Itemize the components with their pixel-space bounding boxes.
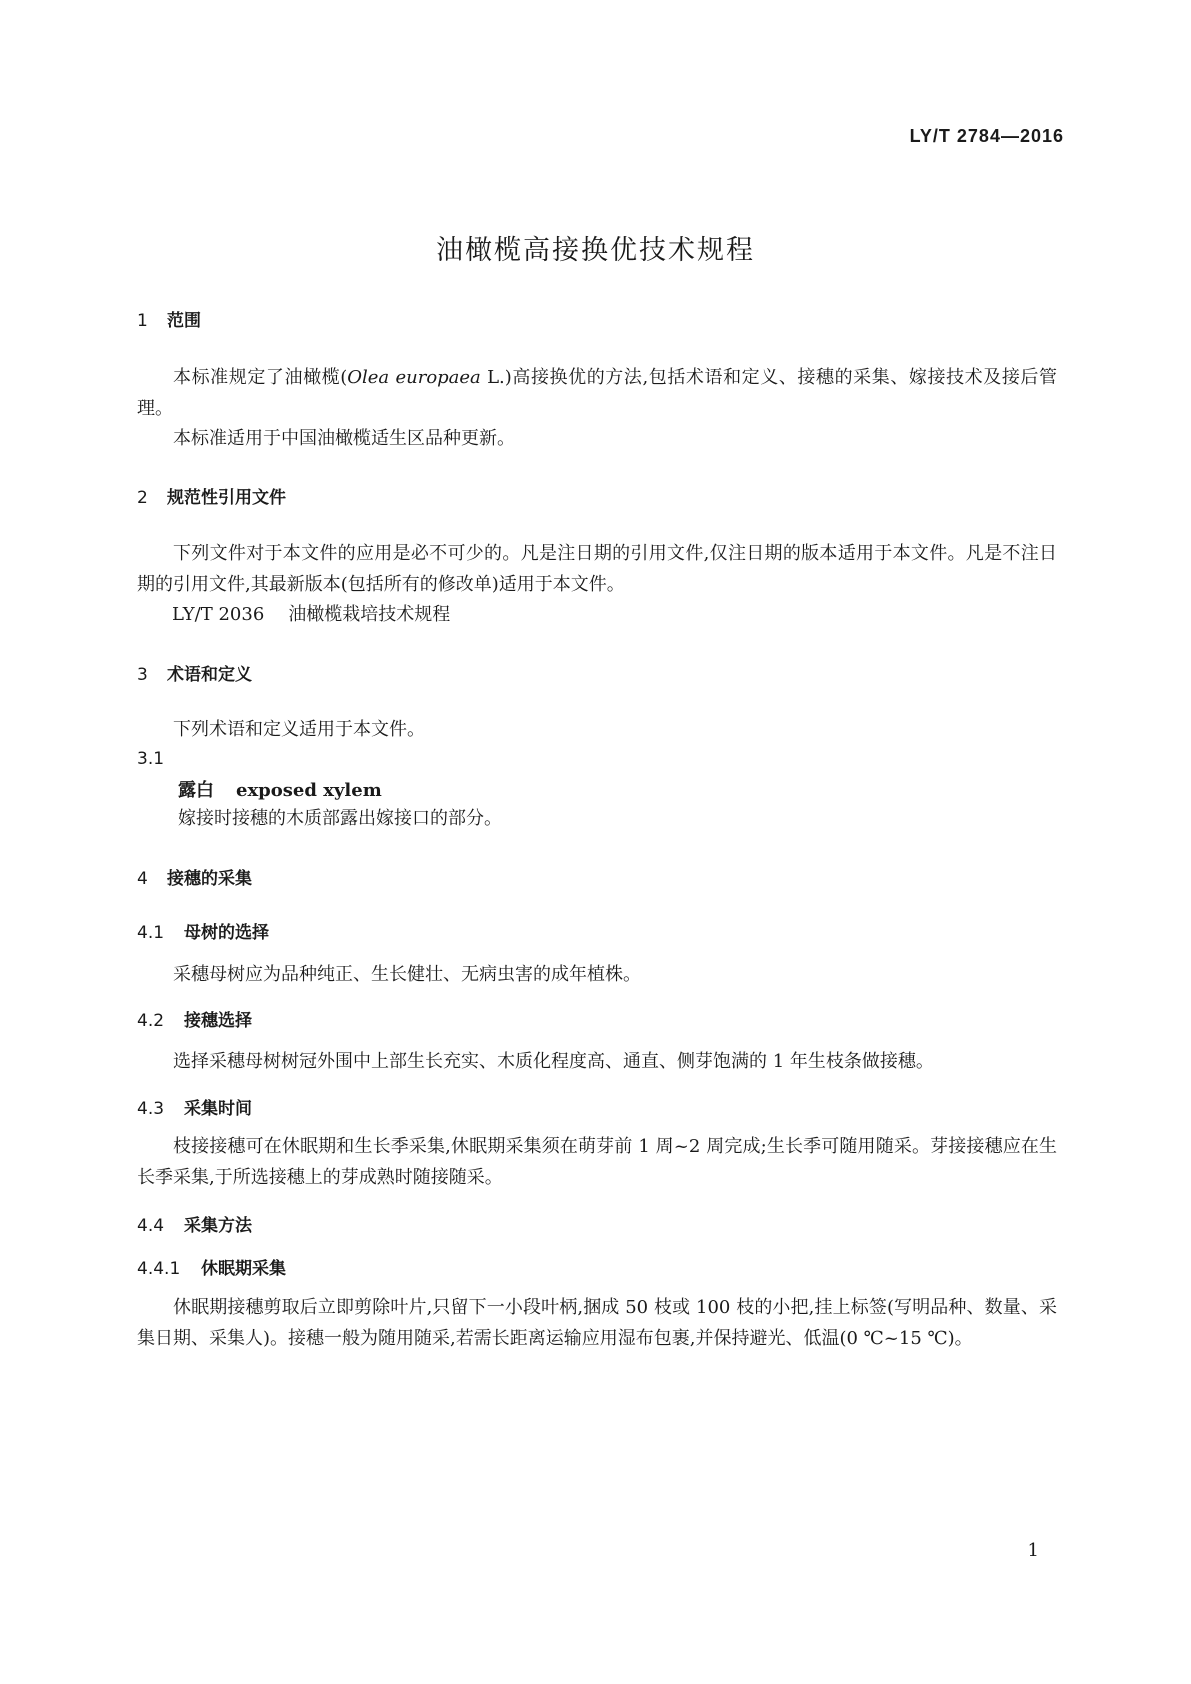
section-3-paragraph-1: 下列术语和定义适用于本文件。 bbox=[173, 719, 425, 740]
section-title: 接穗的采集 bbox=[167, 869, 252, 889]
subsection-title: 休眠期采集 bbox=[201, 1259, 286, 1279]
subsection-title: 采集方法 bbox=[184, 1216, 252, 1236]
subsection-number: 4.2 bbox=[137, 1011, 165, 1031]
text-run: L.)高接换优的方法,包括术语和定义、接穗的采集、嫁接技术及接后管理。 bbox=[137, 367, 1057, 419]
reference-code: LY/T 2036 bbox=[172, 604, 265, 625]
section-4-heading bbox=[137, 864, 252, 889]
section-1-paragraph-2: 本标准适用于中国油橄榄适生区品种更新。 bbox=[173, 428, 515, 449]
subsection-4-4-1-heading bbox=[137, 1254, 286, 1279]
subsection-title: 接穗选择 bbox=[184, 1011, 252, 1031]
section-number: 2 bbox=[137, 488, 148, 508]
subsection-number: 4.1 bbox=[137, 923, 165, 943]
subsection-4-2-paragraph: 选择采穗母树树冠外围中上部生长充实、木质化程度高、通直、侧芽饱满的 1 年生枝条做接穗。 bbox=[173, 1051, 934, 1072]
section-number: 1 bbox=[137, 311, 148, 331]
section-title: 规范性引用文件 bbox=[167, 488, 286, 508]
subsection-4-3-heading bbox=[137, 1094, 252, 1119]
subsection-4-4-heading bbox=[137, 1211, 252, 1236]
page-number: 1 bbox=[1027, 1540, 1039, 1561]
normative-reference bbox=[172, 600, 450, 626]
subsection-4-1-heading bbox=[137, 918, 269, 943]
term-entry bbox=[178, 776, 382, 802]
latin-name: Olea europaea bbox=[347, 367, 481, 388]
section-number: 4 bbox=[137, 869, 148, 889]
term-chinese: 露白 bbox=[178, 780, 214, 801]
section-number: 3 bbox=[137, 665, 148, 685]
subsection-4-4-1-paragraph: 休眠期接穗剪取后立即剪除叶片,只留下一小段叶柄,捆成 50 枝或 100 枝的小把,挂上标签(写明品种、数量、采集日期、采集人)。接穗一般为随用随采,若需长距离运输应用湿布包裹,并保持避光、低温(0 ℃~15 ℃)。 bbox=[137, 1297, 1057, 1349]
subsection-number: 4.4.1 bbox=[137, 1259, 181, 1279]
text-run: 本标准规定了油橄榄( bbox=[173, 367, 348, 388]
subsection-number: 4.3 bbox=[137, 1099, 165, 1119]
term-english: exposed xylem bbox=[236, 780, 382, 801]
term-definition: 嫁接时接穗的木质部露出嫁接口的部分。 bbox=[178, 808, 502, 829]
subsection-4-3-paragraph: 枝接接穗可在休眠期和生长季采集,休眠期采集须在萌芽前 1 周~2 周完成;生长季可随用随采。芽接接穗应在生长季采集,于所选接穗上的芽成熟时随接随采。 bbox=[137, 1136, 1057, 1188]
section-1-heading bbox=[137, 306, 201, 331]
section-2-heading bbox=[137, 483, 286, 508]
document-title: 油橄榄高接换优技术规程 bbox=[436, 235, 755, 266]
section-3-heading bbox=[137, 660, 252, 685]
reference-title: 油橄榄栽培技术规程 bbox=[288, 604, 451, 625]
section-1-paragraph-1 bbox=[137, 362, 1057, 424]
standard-code: LY/T 2784—2016 bbox=[909, 126, 1064, 146]
subsection-title: 采集时间 bbox=[184, 1099, 252, 1119]
subsection-4-1-paragraph: 采穗母树应为品种纯正、生长健壮、无病虫害的成年植株。 bbox=[173, 964, 641, 985]
section-title: 术语和定义 bbox=[167, 665, 252, 685]
subsection-number: 4.4 bbox=[137, 1216, 165, 1236]
subsection-title: 母树的选择 bbox=[184, 923, 269, 943]
subsection-4-2-heading bbox=[137, 1006, 252, 1031]
section-2-paragraph-1: 下列文件对于本文件的应用是必不可少的。凡是注日期的引用文件,仅注日期的版本适用于本文件。凡是不注日期的引用文件,其最新版本(包括所有的修改单)适用于本文件。 bbox=[137, 543, 1057, 595]
term-number: 3.1 bbox=[137, 749, 165, 769]
section-title: 范围 bbox=[167, 311, 201, 331]
